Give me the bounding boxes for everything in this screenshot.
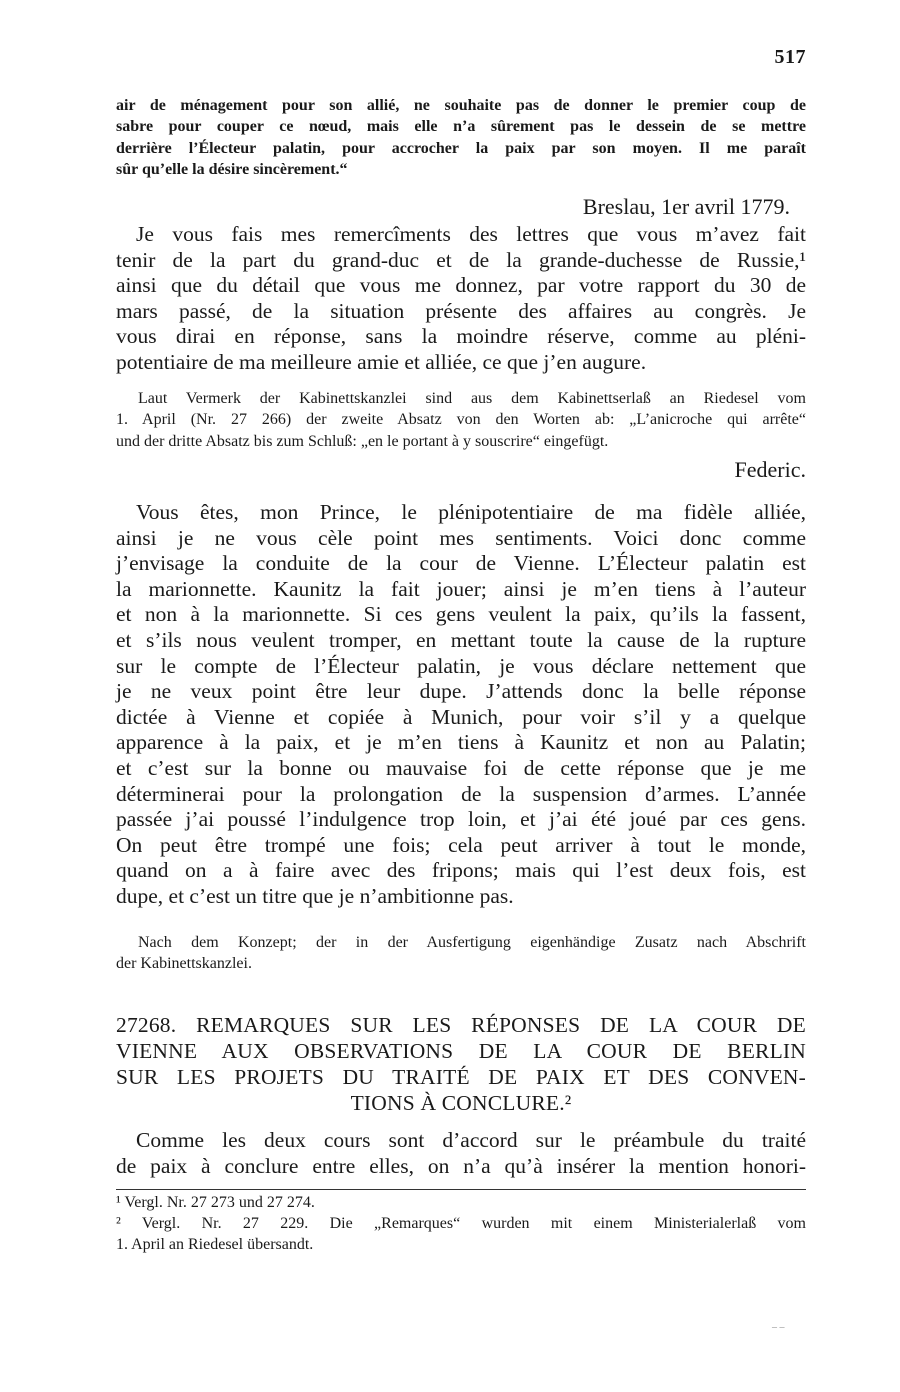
text-line: ainsi que du détail que vous me donnez, par votre rapport du 30 de <box>116 273 806 298</box>
text-line: apparence à la paix, et je m’en tiens à Kaunitz et non au Palatin; <box>116 730 806 755</box>
text-line: Nach dem Konzept; der in der Ausfertigung eigenhändige Zusatz nach Abschrift <box>138 934 806 951</box>
text-line: ainsi je ne vous cèle point mes sentiments. Voici donc comme <box>116 525 806 550</box>
text-line: quand on a à faire avec des fripons; mais qui l’est deux fois, est <box>116 858 806 883</box>
text-line: de paix à conclure entre elles, on n’a qu’à insérer la mention honori- <box>116 1153 806 1178</box>
text-line: und der dritte Absatz bis zum Schluß: „en le portant à y souscrire“ eingefügt. <box>116 432 609 450</box>
footnote-divider <box>116 1189 806 1190</box>
heading-line: 27268. REMARQUES SUR LES RÉPONSES DE LA COUR DE <box>116 1013 806 1037</box>
text-line: Laut Vermerk der Kabinettskanzlei sind aus dem Kabinettserlaß an Riedesel vom <box>138 390 806 407</box>
heading-line: VIENNE AUX OBSERVATIONS DE LA COUR DE BERLIN <box>116 1039 806 1063</box>
text-line: déterminerai pour la prolongation de la suspension d’armes. L’année <box>116 781 806 806</box>
trailing-mark: – – <box>772 1322 785 1333</box>
text-line: derrière l’Électeur palatin, pour accrocher la paix par son moyen. Il me paraît <box>116 139 806 157</box>
text-line: sur le compte de l’Électeur palatin, je vous déclare nettement que <box>116 653 806 678</box>
text-line: je ne veux point être leur dupe. J’attends donc la belle réponse <box>116 679 806 704</box>
footnote: ¹ Vergl. Nr. 27 273 und 27 274. <box>116 1194 315 1211</box>
text-line: j’envisage la conduite de la cour de Vienne. L’Électeur palatin est <box>116 551 806 576</box>
text-line: et c’est sur la bonne ou mauvaise foi de cette réponse que je me <box>116 755 806 780</box>
text-line: passée j’ai poussé l’indulgence trop loin, et j’ai été joué par ces gens. <box>116 807 806 832</box>
text-line: sabre pour couper ce nœud, mais elle n’a sûrement pas le dessein de se mettre <box>116 118 806 136</box>
editorial-note-1 <box>116 388 806 452</box>
dateline: Breslau, 1er avril 1779. <box>582 194 790 219</box>
heading-line: TIONS À CONCLURE.² <box>350 1091 572 1115</box>
text-line: Vous êtes, mon Prince, le plénipotentiaire de ma fidèle alliée, <box>136 500 806 524</box>
letter-paragraph <box>116 222 806 376</box>
signature: Federic. <box>734 457 806 482</box>
body-paragraph <box>116 1128 806 1179</box>
text-line: Je vous fais mes remercîments des lettres que vous m’avez fait <box>136 222 806 246</box>
text-line: et s’ils nous veulent tromper, en mettant toute la cause de la rupture <box>116 627 806 652</box>
postscript-paragraph <box>116 500 806 910</box>
text-line: dupe, et c’est un titre que je n’ambitionne pas. <box>116 883 514 908</box>
document-heading <box>116 1012 806 1116</box>
footnote: ² Vergl. Nr. 27 229. Die „Remarques“ wurden mit einem Ministerialerlaß vom <box>116 1215 806 1232</box>
heading-line: SUR LES PROJETS DU TRAITÉ DE PAIX ET DES CONVEN- <box>116 1065 806 1089</box>
text-line: air de ménagement pour son allié, ne souhaite pas de donner le premier coup de <box>116 97 806 114</box>
text-line: la marionnette. Kaunitz la fait jouer; ainsi je m’en tiens à l’auteur <box>116 576 806 601</box>
text-line: mars passé, de la situation présente des affaires au congrès. Je <box>116 298 806 323</box>
editorial-note-2 <box>116 932 806 975</box>
footnotes <box>116 1192 806 1255</box>
text-line: der Kabinettskanzlei. <box>116 955 252 973</box>
footnote: 1. April an Riedesel übersandt. <box>116 1236 314 1253</box>
text-line: vous dirai en réponse, sans la moindre réserve, comme au pléni- <box>116 324 806 349</box>
text-line: et non à la marionnette. Si ces gens veulent la paix, qu’ils la fassent, <box>116 602 806 627</box>
text-line: On peut être trompé une fois; cela peut arriver à tout le monde, <box>116 832 806 857</box>
text-line: tenir de la part du grand-duc et de la grande-duchesse de Russie,¹ <box>116 247 806 272</box>
text-line: potentiaire de ma meilleure amie et alliée, ce que j’en augure. <box>116 349 647 374</box>
page-number: 517 <box>774 46 806 68</box>
quote-end-paragraph <box>116 95 806 180</box>
text-line: 1. April (Nr. 27 266) der zweite Absatz von den Worten ab: „L’anicroche qui arrête“ <box>116 411 806 429</box>
text-line: dictée à Vienne et copiée à Munich, pour voir s’il y a quelque <box>116 704 806 729</box>
text-line: Comme les deux cours sont d’accord sur le préambule du traité <box>136 1128 806 1152</box>
text-line: sûr qu’elle la désire sincèrement.“ <box>116 160 348 178</box>
